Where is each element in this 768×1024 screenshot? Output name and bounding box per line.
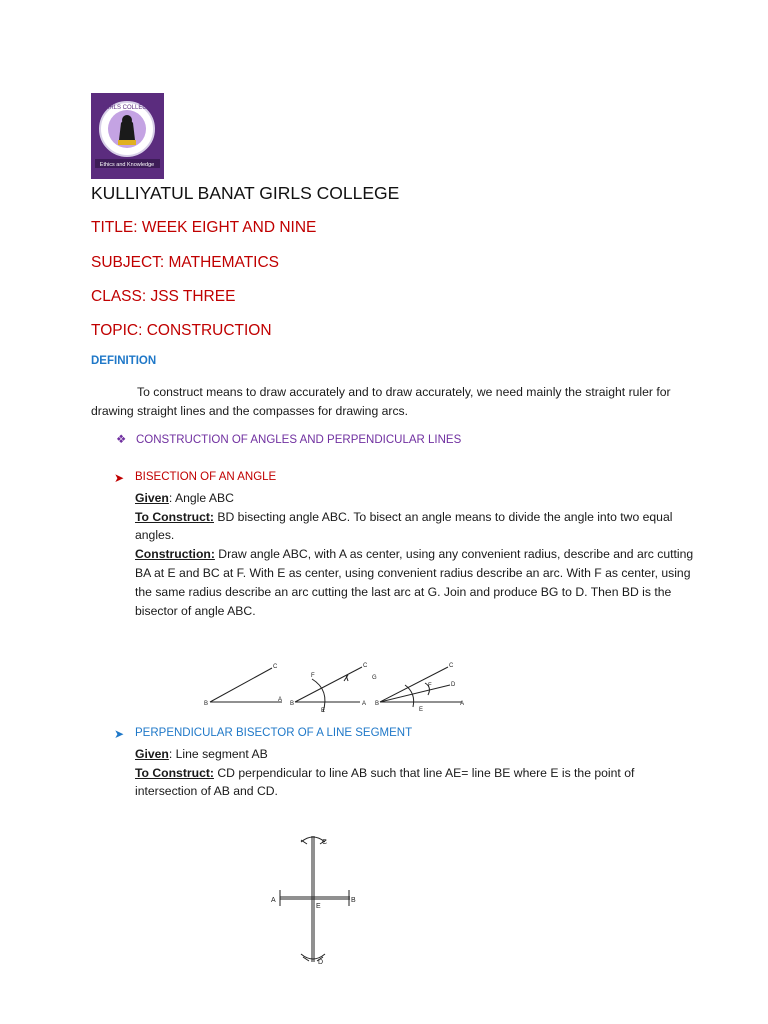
fig2-label-f: F bbox=[311, 673, 315, 679]
definition-text: To construct means to draw accurately and to draw accurately, we need mainly the straight ruler for drawing straight lines and the compasses for drawing arcs. bbox=[91, 385, 671, 418]
perpendicular-given bbox=[135, 745, 695, 764]
diamond-bullet-icon: ❖ bbox=[116, 434, 127, 446]
fig3-label-f: F bbox=[428, 683, 432, 689]
construction-text: Draw angle ABC, with A as center, using any convenient radius, describe and arc cutting BA at E and BC at F. With E as center, using convenient radius describe an arc. With F as center, using the same radius describe an arc cutting the last arc at G. Join and produce BG to D. Then BD is the bisector of angle ABC. bbox=[135, 547, 694, 618]
fig1-label-b: B bbox=[204, 701, 209, 707]
subject-line: SUBJECT: MATHEMATICS bbox=[91, 254, 280, 271]
given-label: Given bbox=[135, 490, 169, 505]
section-heading bbox=[116, 432, 461, 446]
fig3-label-d: D bbox=[451, 682, 456, 688]
given-text: : Angle ABC bbox=[168, 490, 234, 505]
perpendicular-bisector-figure bbox=[265, 830, 365, 970]
college-name: KULLIYATUL BANAT GIRLS COLLEGE bbox=[91, 183, 400, 203]
perpendicular-to-construct bbox=[135, 764, 695, 802]
fig2-label-c: C bbox=[363, 663, 368, 669]
bisection-to-construct bbox=[135, 508, 695, 546]
fig3-label-e: E bbox=[419, 707, 424, 713]
given-label: Given bbox=[135, 746, 169, 761]
bisection-construction bbox=[135, 545, 695, 620]
bisection-title: BISECTION OF AN ANGLE bbox=[135, 471, 277, 483]
college-logo bbox=[91, 93, 164, 179]
given-text: : Line segment AB bbox=[168, 746, 268, 761]
fig4-label-e: E bbox=[316, 903, 321, 910]
definition-heading: DEFINITION bbox=[91, 355, 157, 367]
topic-line: TOPIC: CONSTRUCTION bbox=[91, 322, 272, 339]
fig1-label-c: C bbox=[273, 664, 278, 670]
to-construct-text: BD bisecting angle ABC. To bisect an angle means to divide the angle into two equal angles. bbox=[135, 509, 673, 543]
arrow-bullet-icon: ➤ bbox=[114, 727, 125, 741]
fig3-label-c: C bbox=[449, 663, 454, 669]
fig2-label-e: E bbox=[321, 708, 326, 714]
fig4-label-b: B bbox=[351, 897, 356, 904]
fig4-label-d: D bbox=[318, 959, 324, 966]
class-line: CLASS: JSS THREE bbox=[91, 288, 236, 305]
bisection-section bbox=[135, 468, 695, 620]
title-line: TITLE: WEEK EIGHT AND NINE bbox=[91, 219, 317, 236]
fig4-label-c: C bbox=[322, 839, 328, 846]
perpendicular-section bbox=[135, 724, 695, 801]
fig4-label-a: A bbox=[271, 897, 276, 904]
to-construct-text: CD perpendicular to line AB such that line AE= line BE where E is the point of intersection of AB and CD. bbox=[135, 765, 635, 799]
fig2-label-b: B bbox=[290, 701, 295, 707]
logo-motto: Ethics and Knowledge bbox=[99, 162, 155, 168]
to-construct-label: To Construct: bbox=[135, 765, 214, 780]
to-construct-label: To Construct: bbox=[135, 509, 214, 524]
section-heading-text: CONSTRUCTION OF ANGLES AND PERPENDICULAR LINES bbox=[136, 434, 462, 446]
logo-emblem-icon bbox=[91, 93, 164, 179]
fig2-label-g: G bbox=[372, 675, 377, 681]
fig3-label-a: A bbox=[460, 701, 465, 707]
angle-bisection-figures bbox=[200, 655, 480, 715]
fig3-label-b: B bbox=[375, 701, 380, 707]
fig2-label-a: A bbox=[362, 701, 367, 707]
fig1-label-a: A bbox=[278, 697, 283, 703]
definition-paragraph bbox=[91, 383, 691, 421]
arrow-bullet-icon: ➤ bbox=[114, 471, 125, 485]
logo-top-text: GIRLS COLLEGE bbox=[102, 105, 152, 111]
perpendicular-title: PERPENDICULAR BISECTOR OF A LINE SEGMENT bbox=[135, 727, 413, 739]
bisection-given bbox=[135, 489, 695, 508]
construction-label: Construction: bbox=[135, 547, 215, 562]
